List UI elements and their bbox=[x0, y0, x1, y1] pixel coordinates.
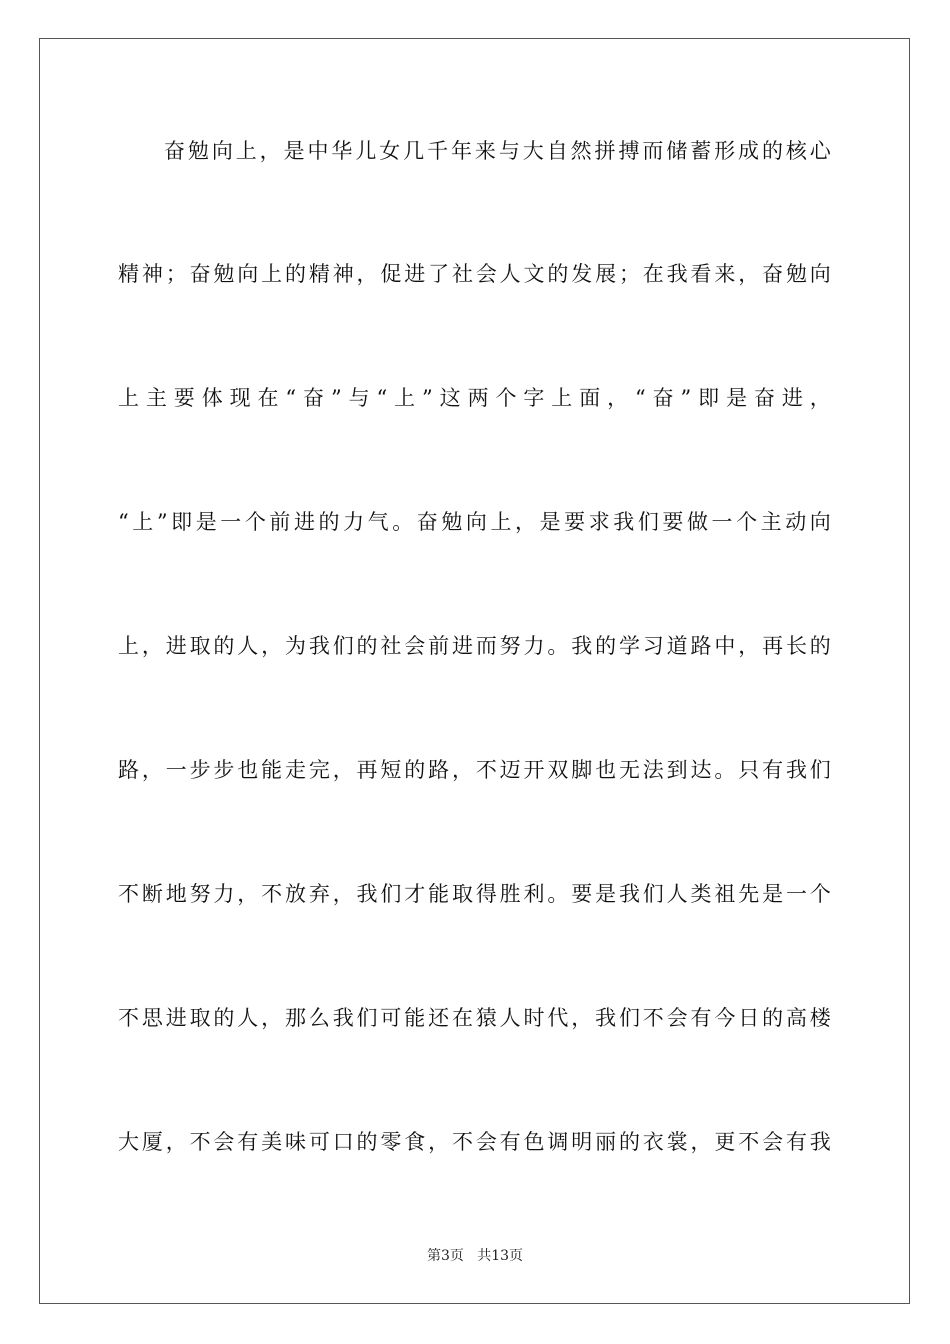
text-line-8: 不思进取的人，那么我们可能还在猿人时代，我们不会有今日的高楼 bbox=[118, 1006, 832, 1030]
text-line-2: 精神；奋勉向上的精神，促进了社会人文的发展；在我看来，奋勉向 bbox=[118, 262, 832, 286]
text-line-7: 不断地努力，不放弃，我们才能取得胜利。要是我们人类祖先是一个 bbox=[118, 882, 832, 906]
page-border bbox=[39, 38, 910, 1304]
text-line-5: 上，进取的人，为我们的社会前进而努力。我的学习道路中，再长的 bbox=[118, 634, 832, 658]
text-line-9: 大厦，不会有美味可口的零食，不会有色调明丽的衣裳，更不会有我 bbox=[118, 1130, 832, 1154]
text-line-4: “上”即是一个前进的力气。奋勉向上，是要求我们要做一个主动向 bbox=[118, 510, 832, 534]
text-line-3: 上主要体现在“奋”与“上”这两个字上面，“奋”即是奋进， bbox=[118, 386, 832, 410]
page-number-footer: 第3页 共13页 bbox=[426, 1248, 524, 1264]
text-line-1: 奋勉向上，是中华儿女几千年来与大自然拼搏而储蓄形成的核心 bbox=[164, 139, 832, 163]
text-line-6: 路，一步步也能走完，再短的路，不迈开双脚也无法到达。只有我们 bbox=[118, 758, 832, 782]
